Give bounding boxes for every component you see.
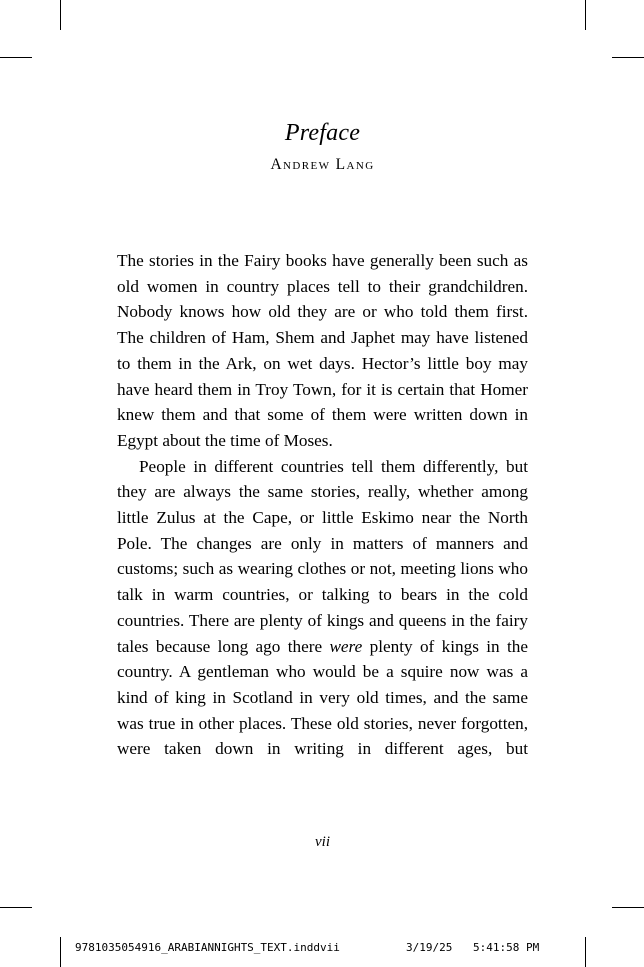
page-content-area [117, 0, 528, 967]
crop-mark-bottom-left-vertical [60, 937, 61, 967]
crop-mark-bottom-right-vertical [585, 937, 586, 967]
crop-mark-top-left-vertical [60, 0, 61, 30]
page-folio: vii [315, 834, 330, 850]
crop-mark-top-right-vertical [585, 0, 586, 30]
author-byline: Andrew Lang [270, 156, 375, 173]
slug-page-label: vii [320, 941, 340, 954]
crop-mark-top-left-horizontal [0, 57, 32, 58]
crop-mark-top-right-horizontal [612, 57, 644, 58]
body-paragraph: The stories in the Fairy books have generally been such as old women in country places tell to their grandchildren. Nobody knows how old they are or who told them first. The children of Ham, Shem and Japhet may have listened to them in the Ark, on wet days. Hector’s little boy may have heard them in Troy Town, for it is certain that Homer knew them and that some of them were written down in Egypt about the time of Moses. [117, 251, 528, 450]
slug-date: 3/19/25 [406, 941, 453, 954]
emphasized-text: were [329, 636, 363, 656]
crop-mark-bottom-left-horizontal [0, 907, 32, 908]
indesign-slug-line [75, 938, 560, 958]
slug-filename: 9781035054916_ARABIANNIGHTS_TEXT.indd [75, 941, 321, 954]
crop-mark-bottom-right-horizontal [612, 907, 644, 908]
body-text [117, 248, 528, 762]
page-title: Preface [284, 120, 361, 146]
body-paragraph: People in different countries tell them differently, but they are always the same stories, really, whether among little Zulus at the Cape, or little Eskimo near the North Pole. The changes are only in matters of manners and customs; such as wearing clothes or not, meeting lions who talk in warm countries, or talking to bears in the cold countries. There are plenty of kings and queens in the fairy tales because long ago there were plenty of kings in the country. A gentleman who would be a squire now was a kind of king in Scotland in very old times, and the same was true in other places. These old stories, never forgotten, were taken down in writing in different ages, but [117, 456, 528, 759]
slug-time: 5:41:58 PM [473, 941, 540, 954]
